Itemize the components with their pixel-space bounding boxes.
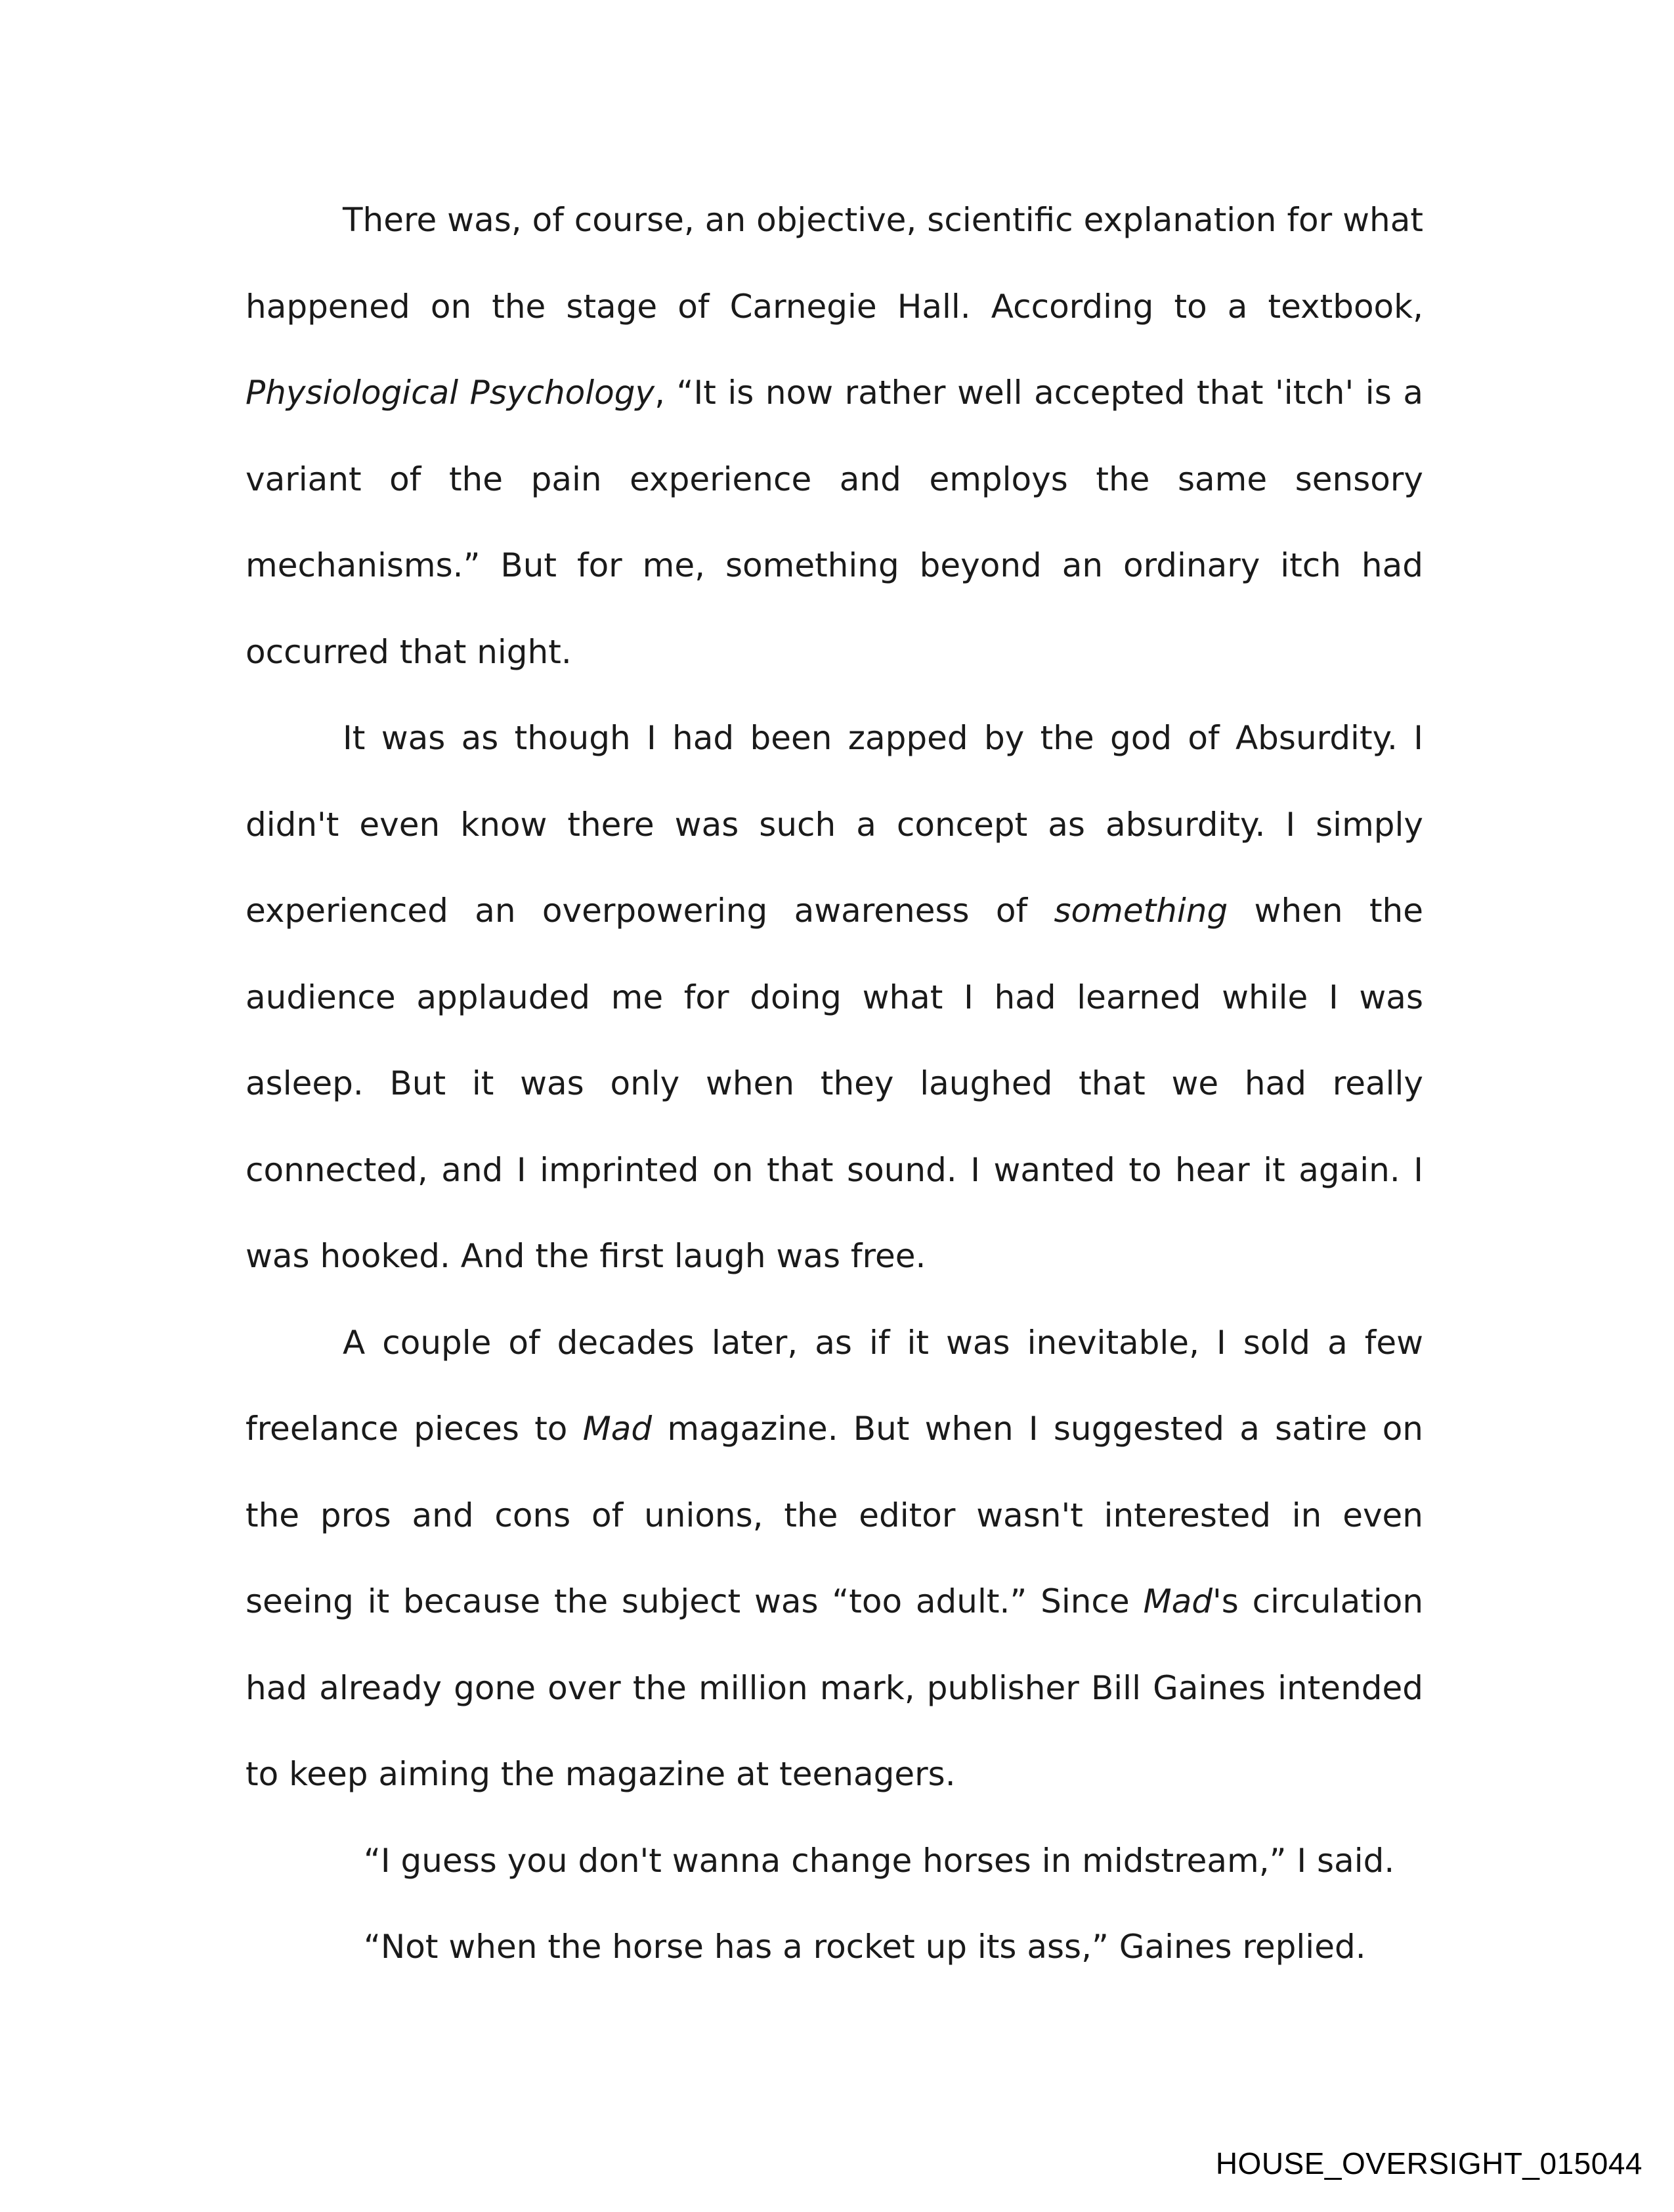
magazine-title-italic: Mad bbox=[582, 1410, 653, 1448]
paragraph-2-text-a: It was as though I had been zapped by the god of Absurdity. I didn't even know there was such a concept as absurdity. I simply experienced an overpowering awareness of bbox=[246, 719, 1423, 930]
dialogue-line-2: “Not when the horse has a rocket up its ass,” Gaines replied. bbox=[364, 1928, 1366, 1966]
book-title-italic: Physiological Psychology bbox=[246, 374, 655, 412]
paragraph-3-text-a: A couple of decades later, as if it was inevitable, I sold a few freelance pieces to bbox=[246, 1323, 1423, 1448]
paragraph-2 bbox=[246, 695, 1423, 1300]
paragraph-3 bbox=[246, 1300, 1423, 1818]
magazine-title-italic-2: Mad bbox=[1143, 1582, 1213, 1620]
paragraph-1-text-a: There was, of course, an objective, scientific explanation for what happened on the stage of Carnegie Hall. According to a textbook, bbox=[246, 201, 1423, 326]
dialogue-line-1: “I guess you don't wanna change horses in midstream,” I said. bbox=[364, 1841, 1395, 1880]
paragraph-3-text-c: 's circulation had already gone over the million mark, publisher Bill Gaines intended to keep aiming the magazine at teenagers. bbox=[246, 1582, 1424, 1793]
paragraph-1-text-b: , “It is now rather well accepted that 'itch' is a variant of the pain experience and employs the same sensory mechanisms.” But for me, something beyond an ordinary itch had occurred that night. bbox=[246, 374, 1423, 671]
emphasis-italic: something bbox=[1054, 892, 1228, 930]
paragraph-2-text-b: when the audience applauded me for doing what I had learned while I was asleep. But it was only when they laughed that we had really connected, and I imprinted on that sound. I wanted to hear it again. I was hooked. And the first laugh was free. bbox=[246, 892, 1423, 1275]
paragraph-1 bbox=[246, 177, 1423, 695]
bates-number: HOUSE_OVERSIGHT_015044 bbox=[1215, 2146, 1642, 2180]
paragraph-3-text-b: magazine. But when I suggested a satire on the pros and cons of unions, the editor wasn't interested in even seeing it because the subject was “too adult.” Since bbox=[246, 1410, 1423, 1620]
body-text bbox=[246, 177, 1423, 1991]
